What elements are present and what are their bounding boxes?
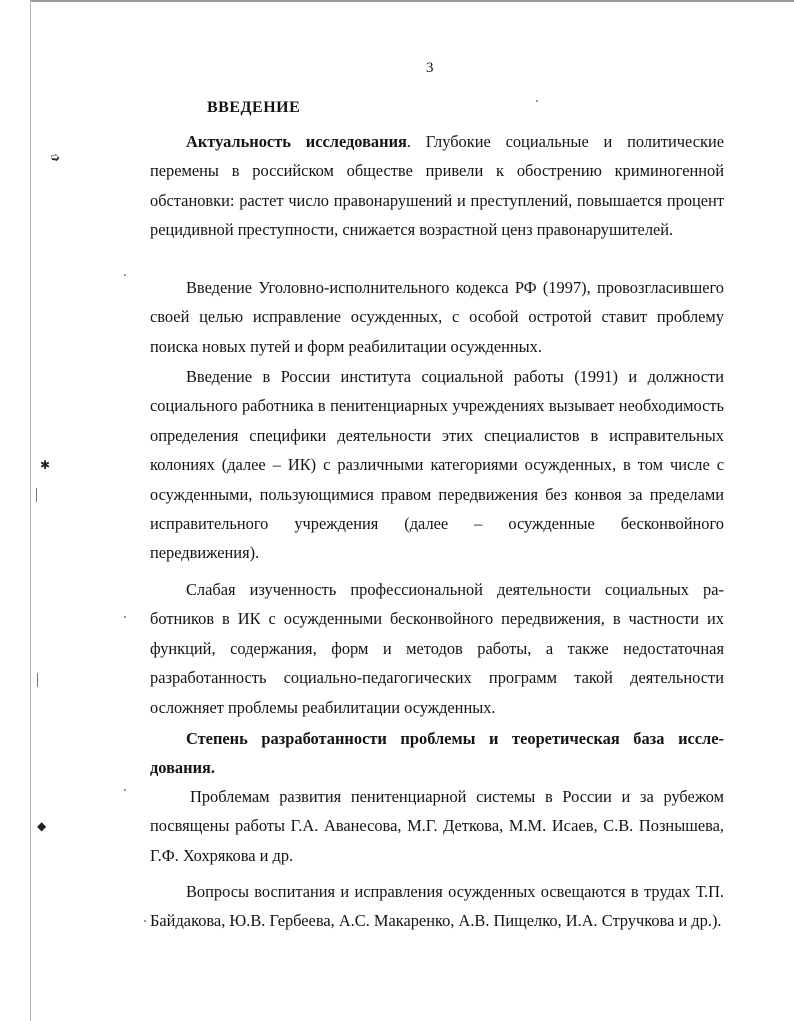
subheading-degree (150, 724, 724, 783)
scan-top-edge (30, 0, 794, 2)
scan-left-edge (30, 0, 31, 1021)
code-text: Введение Уголовно-исполнительного кодекса РФ (1997), провозгласившего своей целью исправление осужденных, с особой остротой ставит проблему поиска новых путей и форм реабилитации осужденных. (150, 278, 724, 356)
paragraph-weak-study (150, 575, 724, 722)
education-text: Вопросы воспитания и исправления осужденных освещаются в трудах Т.П. Байдакова, Ю.В. Гербеева, А.С. Макаренко, А.В. Пищелко, И.А. Стручкова и др.). (150, 882, 724, 931)
paragraph-penitentiary (150, 782, 724, 870)
section-heading: ВВЕДЕНИЕ (207, 99, 301, 116)
scan-speck (124, 616, 126, 618)
scan-speck (124, 274, 126, 276)
degree-subheading: Степень разработанности проблемы и теоретическая база исследования. (150, 729, 724, 778)
scan-speck (37, 673, 38, 687)
margin-mark: ➭ (50, 150, 61, 164)
scan-speck (36, 488, 37, 502)
paragraph-code (150, 273, 724, 361)
scan-speck (536, 100, 538, 102)
page-number: 3 (426, 60, 434, 76)
weak-study-text: Слабая изученность профессиональной деятельности социальных работников в ИК с осужденными бесконвойного передвижения, в частности их функций, содержания, форм и методов работы, а также недостаточная разработанность социально-педагогических программ такой деятельности осложняет проблемы реабилитации осужденных. (150, 580, 724, 717)
scan-speck (144, 920, 146, 922)
paragraph-social-work (150, 362, 724, 568)
relevance-text: . Глубокие социальные и политические перемены в российском обществе привели к обострению криминогенной обстановки: растет число правонарушений и преступлений, повышается процент рецидивной преступности, снижается возрастной ценз правонарушителей. (150, 132, 724, 240)
paragraph-relevance (150, 127, 724, 245)
margin-mark: ◆ (37, 819, 47, 833)
social-work-text: Введение в России института социальной работы (1991) и должности социального работника в пенитенциарных учреждениях вызывает необходимость определения специфики деятельности этих специалистов в исправительных колониях (далее – ИК) с различными категориями осужденных, в том числе с осужденными, пользующимися правом передвижения без конвоя за пределами исправительного учреждения (далее – осужденные бесконвойного передвижения). (150, 367, 724, 563)
relevance-lead: Актуальность исследования (186, 132, 407, 151)
margin-mark: ✱ (40, 458, 51, 472)
paragraph-education (150, 877, 724, 936)
scan-speck (124, 789, 126, 791)
penitentiary-text: Проблемам развития пенитенциарной системы в России и за рубежом посвящены работы Г.А. Аванесова, М.Г. Деткова, М.М. Исаев, С.В. Познышева, Г.Ф. Хохрякова и др. (150, 787, 724, 865)
